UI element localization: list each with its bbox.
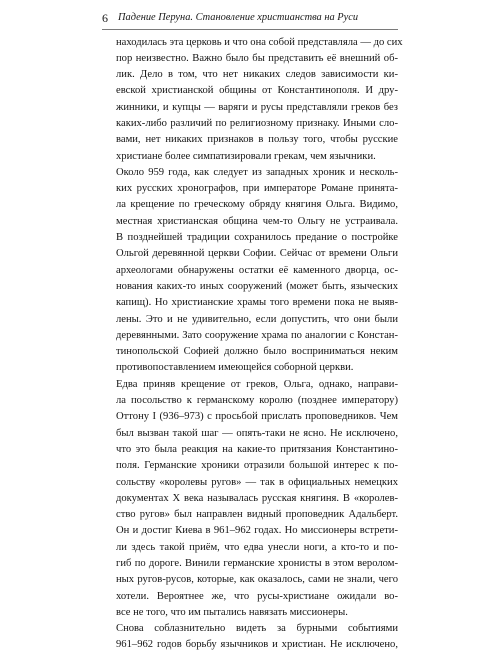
page-number: 6 xyxy=(102,11,108,25)
text-line: Едва приняв крещение от греков, Ольга, однако, направи- xyxy=(116,378,398,390)
text-line: тинопольской Софией должно было восприниматься неким xyxy=(116,346,398,358)
text-line: христиане более симпатизировали грекам, чем язычники. xyxy=(116,150,376,162)
text-line: ла посольство к германскому королю (позднее императору) xyxy=(116,395,398,407)
text-line: противопоставлением имеющейся соборной церкви. xyxy=(116,362,354,374)
text-line: Снова соблазнительно видеть за бурными событиями xyxy=(116,623,398,635)
text-line: ких русских хронографов, при императоре Романе принята- xyxy=(116,183,398,195)
text-line: евской христианской общины от Константинополя. И дру- xyxy=(116,85,398,97)
text-line: хотели. Вероятнее же, что русы-христиане ожидали во- xyxy=(116,590,398,602)
text-line: Ольгой деревянной церкви Софии. Сейчас от времени Ольги xyxy=(116,248,398,260)
text-line: 961–962 годов борьбу язычников и христиан. Не исключено, xyxy=(116,639,398,651)
paragraph xyxy=(116,377,398,621)
text-line: капищ). Но христианские храмы того времени пока не выяв- xyxy=(116,297,398,309)
text-line: местная христианская община чем-то Ольгу не устраивала. xyxy=(116,215,398,227)
text-line: пор неизвестно. Важно было бы представить её внешний об- xyxy=(116,52,398,64)
text-line: археологами обнаружены остатки её каменного дворца, ос- xyxy=(116,264,398,276)
text-line: ство ругов» был направлен видный проповедник Адальберт. xyxy=(116,509,398,521)
text-line: ла крещение по греческому обряду княгиня Ольга. Видимо, xyxy=(116,199,398,211)
text-line: нования каких-то иных сооружений (может быть, языческих xyxy=(116,280,398,292)
text-line: лик. Дело в том, что нет никаких следов зависимости ки- xyxy=(116,69,398,81)
paragraph xyxy=(116,165,398,377)
text-line: гиб по дороге. Винили германские хронисты в этом веролом- xyxy=(116,558,398,569)
text-line: ли здесь такой приём, что едва унесли ноги, а кто-то и по- xyxy=(116,541,398,553)
text-line: ных ругов-русов, которые, как оказалось, сами не знали, чего xyxy=(116,574,398,586)
running-title: Падение Перуна. Становление христианства на Руси xyxy=(118,12,359,23)
text-line: деревянными. Зато сооружение храма по аналогии с Констан- xyxy=(116,329,398,341)
text-line: В позднейшей традиции сохранилось предание о постройке xyxy=(116,232,398,244)
paragraph xyxy=(116,35,403,165)
text-line: сольству «королевы ругов» — так в официальных немецких xyxy=(116,476,398,488)
text-line: каких-либо различий по религиозному признаку. Иными сло- xyxy=(116,117,398,129)
text-line: что это была реакция на какие-то притязания Константино- xyxy=(116,443,398,455)
text-line: Около 959 года, как следует из западных хроник и несколь- xyxy=(116,166,398,178)
text-line: документах X века называлась русская княгиня. В «королев- xyxy=(116,492,398,504)
text-line: Оттону I (936–973) с просьбой прислать проповедников. Чем xyxy=(116,411,398,423)
text-line: жинники, и купцы — варяги и русы представляли греков без xyxy=(116,101,398,113)
running-head xyxy=(102,7,398,30)
text-line: поля. Германские хроники отразили большой интерес к по- xyxy=(116,460,398,472)
paragraph xyxy=(116,621,398,654)
text-line: находилась эта церковь и что она собой представляла — до сих xyxy=(116,36,403,48)
text-line: лены. Это и не удивительно, если допустить, что они были xyxy=(116,313,398,325)
body-text xyxy=(116,35,403,654)
text-line: все не того, что им пытались навязать миссионеры. xyxy=(116,606,348,618)
text-line: был вызван такой шаг — опять-таки не ясно. Не исключено, xyxy=(116,427,398,439)
text-line: вами, нет никаких признаков в пользу того, чтобы русские xyxy=(116,134,398,146)
text-line: Он и достиг Киева в 961–962 годах. Но миссионеры встрети- xyxy=(116,525,398,537)
